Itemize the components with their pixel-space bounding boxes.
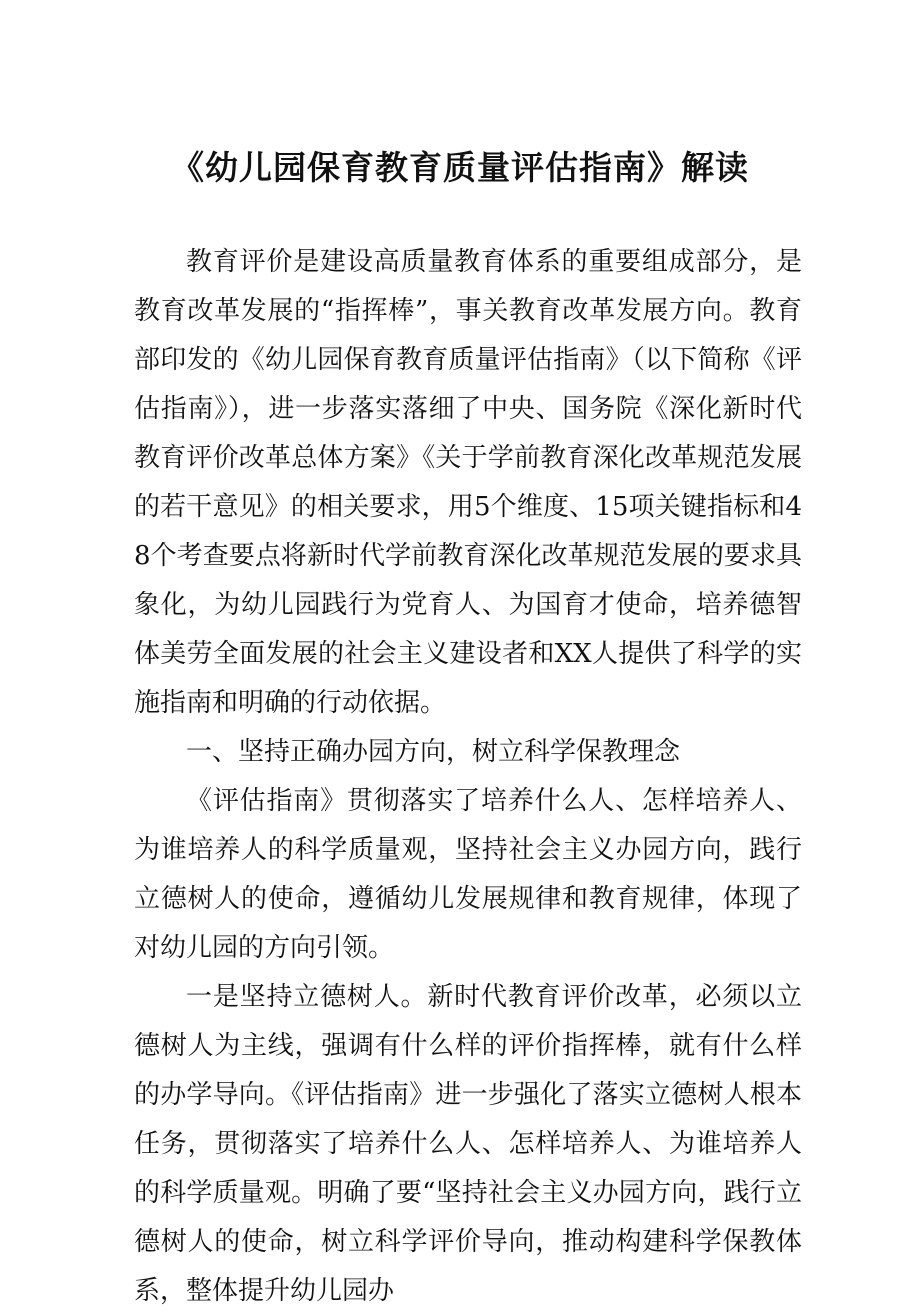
document-title: 《幼儿园保育教育质量评估指南》解读 [171, 148, 749, 187]
paragraph-section-1: 《评估指南》贯彻落实了培养什么人、怎样培养人、为谁培养人的科学质量观，坚持社会主义办园方向，践行立德树人的使命，遵循幼儿发展规律和教育规律，体现了对幼儿园的方向引领。 [134, 786, 802, 963]
paragraph-intro: 教育评价是建设高质量教育体系的重要组成部分，是教育改革发展的“指挥棒”，事关教育改革发展方向。教育部印发的《幼儿园保育教育质量评估指南》（以下简称《评估指南》），进一步落实落细了中央、国务院《深化新时代教育评价改革总体方案》《关于学前教育深化改革规范发展的若干意见》的相关要求，用5个维度、15项关键指标和48个考查要点将新时代学前教育深化改革规范发展的要求具象化，为幼儿园践行为党育人、为国育才使命，培养德智体美劳全面发展的社会主义建设者和XX人提供了科学的实施指南和明确的行动依据。 [134, 247, 802, 718]
document-body [134, 238, 802, 1316]
section-heading-1: 一、坚持正确办园方向，树立科学保教理念 [186, 737, 681, 767]
paragraph-point-1: 一是坚持立德树人。新时代教育评价改革，必须以立德树人为主线，强调有什么样的评价指挥棒，就有什么样的办学导向。《评估指南》进一步强化了落实立德树人根本任务，贯彻落实了培养什么人、怎样培养人、为谁培养人的科学质量观。明确了要“坚持社会主义办园方向，践行立德树人的使命，树立科学评价导向，推动构建科学保教体系，整体提升幼儿园办 [134, 982, 802, 1306]
